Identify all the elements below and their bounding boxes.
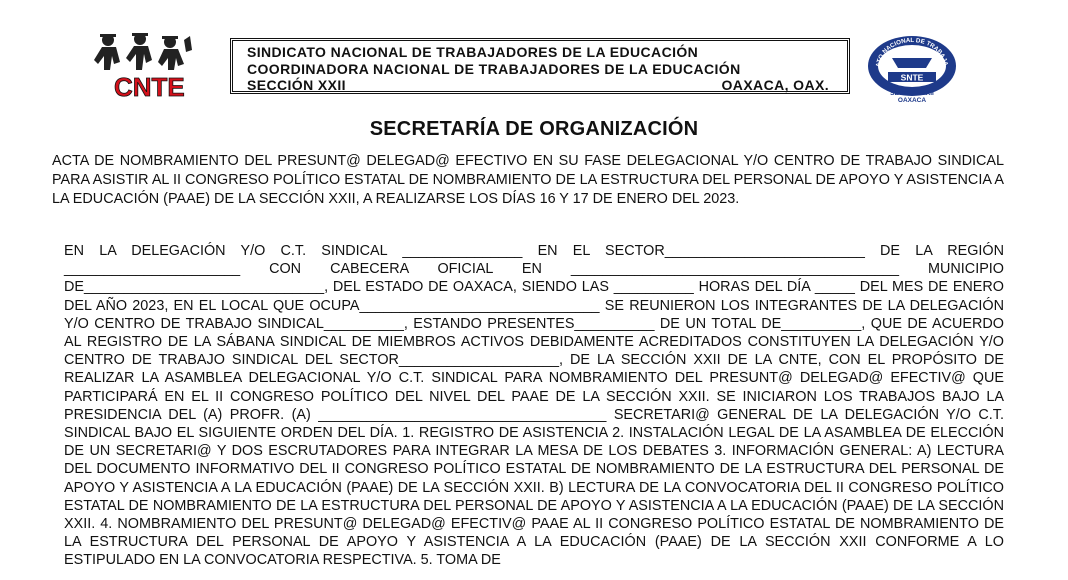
snte-seal-icon: [862, 34, 962, 104]
body-paragraph: EN LA DELEGACIÓN Y/O C.T. SINDICAL _______________ EN EL SECTOR_________________________ DE LA REGIÓN ______________________ CON CABECERA OFICIAL EN _________________________________________ MUNICIPIO DE______________________________, DEL ESTADO DE OAXACA, SIENDO LAS __________ HORAS DEL DÍA _____ DEL MES DE ENERO DEL AÑO 2023, EN EL LOCAL QUE OCUPA______________________________ SE REUNIERON LOS INTEGRANTES DE LA DELEGACIÓN Y/O CENTRO DE TRABAJO SINDICAL__________, ESTANDO PRESENTES__________ DE UN TOTAL DE__________, QUE DE ACUERDO AL REGISTRO DE LA SÁBANA SINDICAL DE MIEMBROS ACTIVOS DEBIDAMENTE ACREDITADOS CONSTITUYEN LA DELEGACIÓN Y/O CENTRO DE TRABAJO SINDICAL DEL SECTOR____________________, DE LA SECCIÓN XXII DE LA CNTE, CON EL PROPÓSITO DE REALIZAR LA ASAMBLEA DELEGACIONAL Y/O C.T. SINDICAL PARA NOMBRAMIENTO DEL PRESUNT@ DELEGAD@ EFECTIV@ QUE PARTICIPARÁ EN EL II CONGRESO POLÍTICO DEL NIVEL DEL PAAE DE LA SECCIÓN XXII. SE INICIARON LOS TRABAJOS BAJO LA PRESIDENCIA DEL (A) PROFR. (A) ____________________________________ SECRETARI@ GENERAL DE LA DELEGACIÓN Y/O C.T. SINDICAL BAJO EL SIGUIENTE ORDEN DEL DÍA. 1. REGISTRO DE ASISTENCIA 2. INSTALACIÓN LEGAL DE LA ASAMBLEA DE ELECCIÓN DE UN SECRETARI@ Y DOS ESCRUTADORES PARA INTEGRAR LA MESA DE LOS DEBATES 3. INFORMACIÓN GENERAL: A) LECTURA DEL DOCUMENTO INFORMATIVO DEL II CONGRESO POLÍTICO ESTATAL DE NOMBRAMIENTO DE LA ESTRUCTURA DEL PERSONAL DE APOYO Y ASISTENCIA A LA EDUCACIÓN (PAAE) DE LA SECCIÓN XXII. B) LECTURA DE LA CONVOCATORIA DEL II CONGRESO POLÍTICO ESTATAL DE NOMBRAMIENTO DE LA ESTRUCTURA DEL PERSONAL DE APOYO Y ASISTENCIA A LA EDUCACIÓN (PAAE) DE LA SECCIÓN XXII. 4. NOMBRAMIENTO DEL PRESUNT@ DELEGAD@ EFECTIV@ PAAE AL II CONGRESO POLÍTICO ESTATAL DE NOMBRAMIENTO DE LA ESTRUCTURA DEL PERSONAL DE APOYO Y ASISTENCIA A LA EDUCACIÓN (PAAE) DE LA SECCIÓN XXII CONFORME A LO ESTIPULADO EN LA CONVOCATORIA RESPECTIVA. 5. TOMA DE: [64, 243, 1004, 569]
snte-ring-text: ATO NACIONAL DE TRABAJA: [874, 36, 949, 68]
header-section: SECCIÓN XXII: [247, 77, 346, 93]
cnte-logo: [92, 30, 216, 102]
page-title: SECRETARÍA DE ORGANIZACIÓN: [369, 118, 699, 140]
snte-acronym: SNTE: [900, 72, 924, 83]
cnte-logo-text: CNTE: [114, 72, 185, 102]
snte-caption-1: SECCION XXII: [890, 90, 934, 97]
header-line-1: SINDICATO NACIONAL DE TRABAJADORES DE LA EDUCACIÓN: [247, 44, 699, 60]
header-line-3: [247, 77, 833, 94]
cnte-figures-icon: [92, 30, 216, 102]
snte-seal: [862, 34, 962, 104]
snte-caption-2: OAXACA: [897, 97, 927, 104]
header-line-2: COORDINADORA NACIONAL DE TRABAJADORES DE LA EDUCACIÓN: [247, 60, 741, 77]
header-box: [230, 38, 850, 94]
intro-paragraph: ACTA DE NOMBRAMIENTO DEL PRESUNT@ DELEGAD@ EFECTIVO EN SU FASE DELEGACIONAL Y/O CENTRO DE TRABAJO SINDICAL PARA ASISTIR AL II CONGRESO POLÍTICO ESTATAL DE NOMBRAMIENTO DE LA ESTRUCTURA DEL PERSONAL DE APOYO Y ASISTENCIA A LA EDUCACIÓN (PAAE) DE LA SECCIÓN XXII, A REALIZARSE LOS DÍAS 16 Y 17 DE ENERO DEL 2023.: [52, 153, 1004, 207]
header-location: OAXACA, OAX.: [721, 77, 829, 93]
